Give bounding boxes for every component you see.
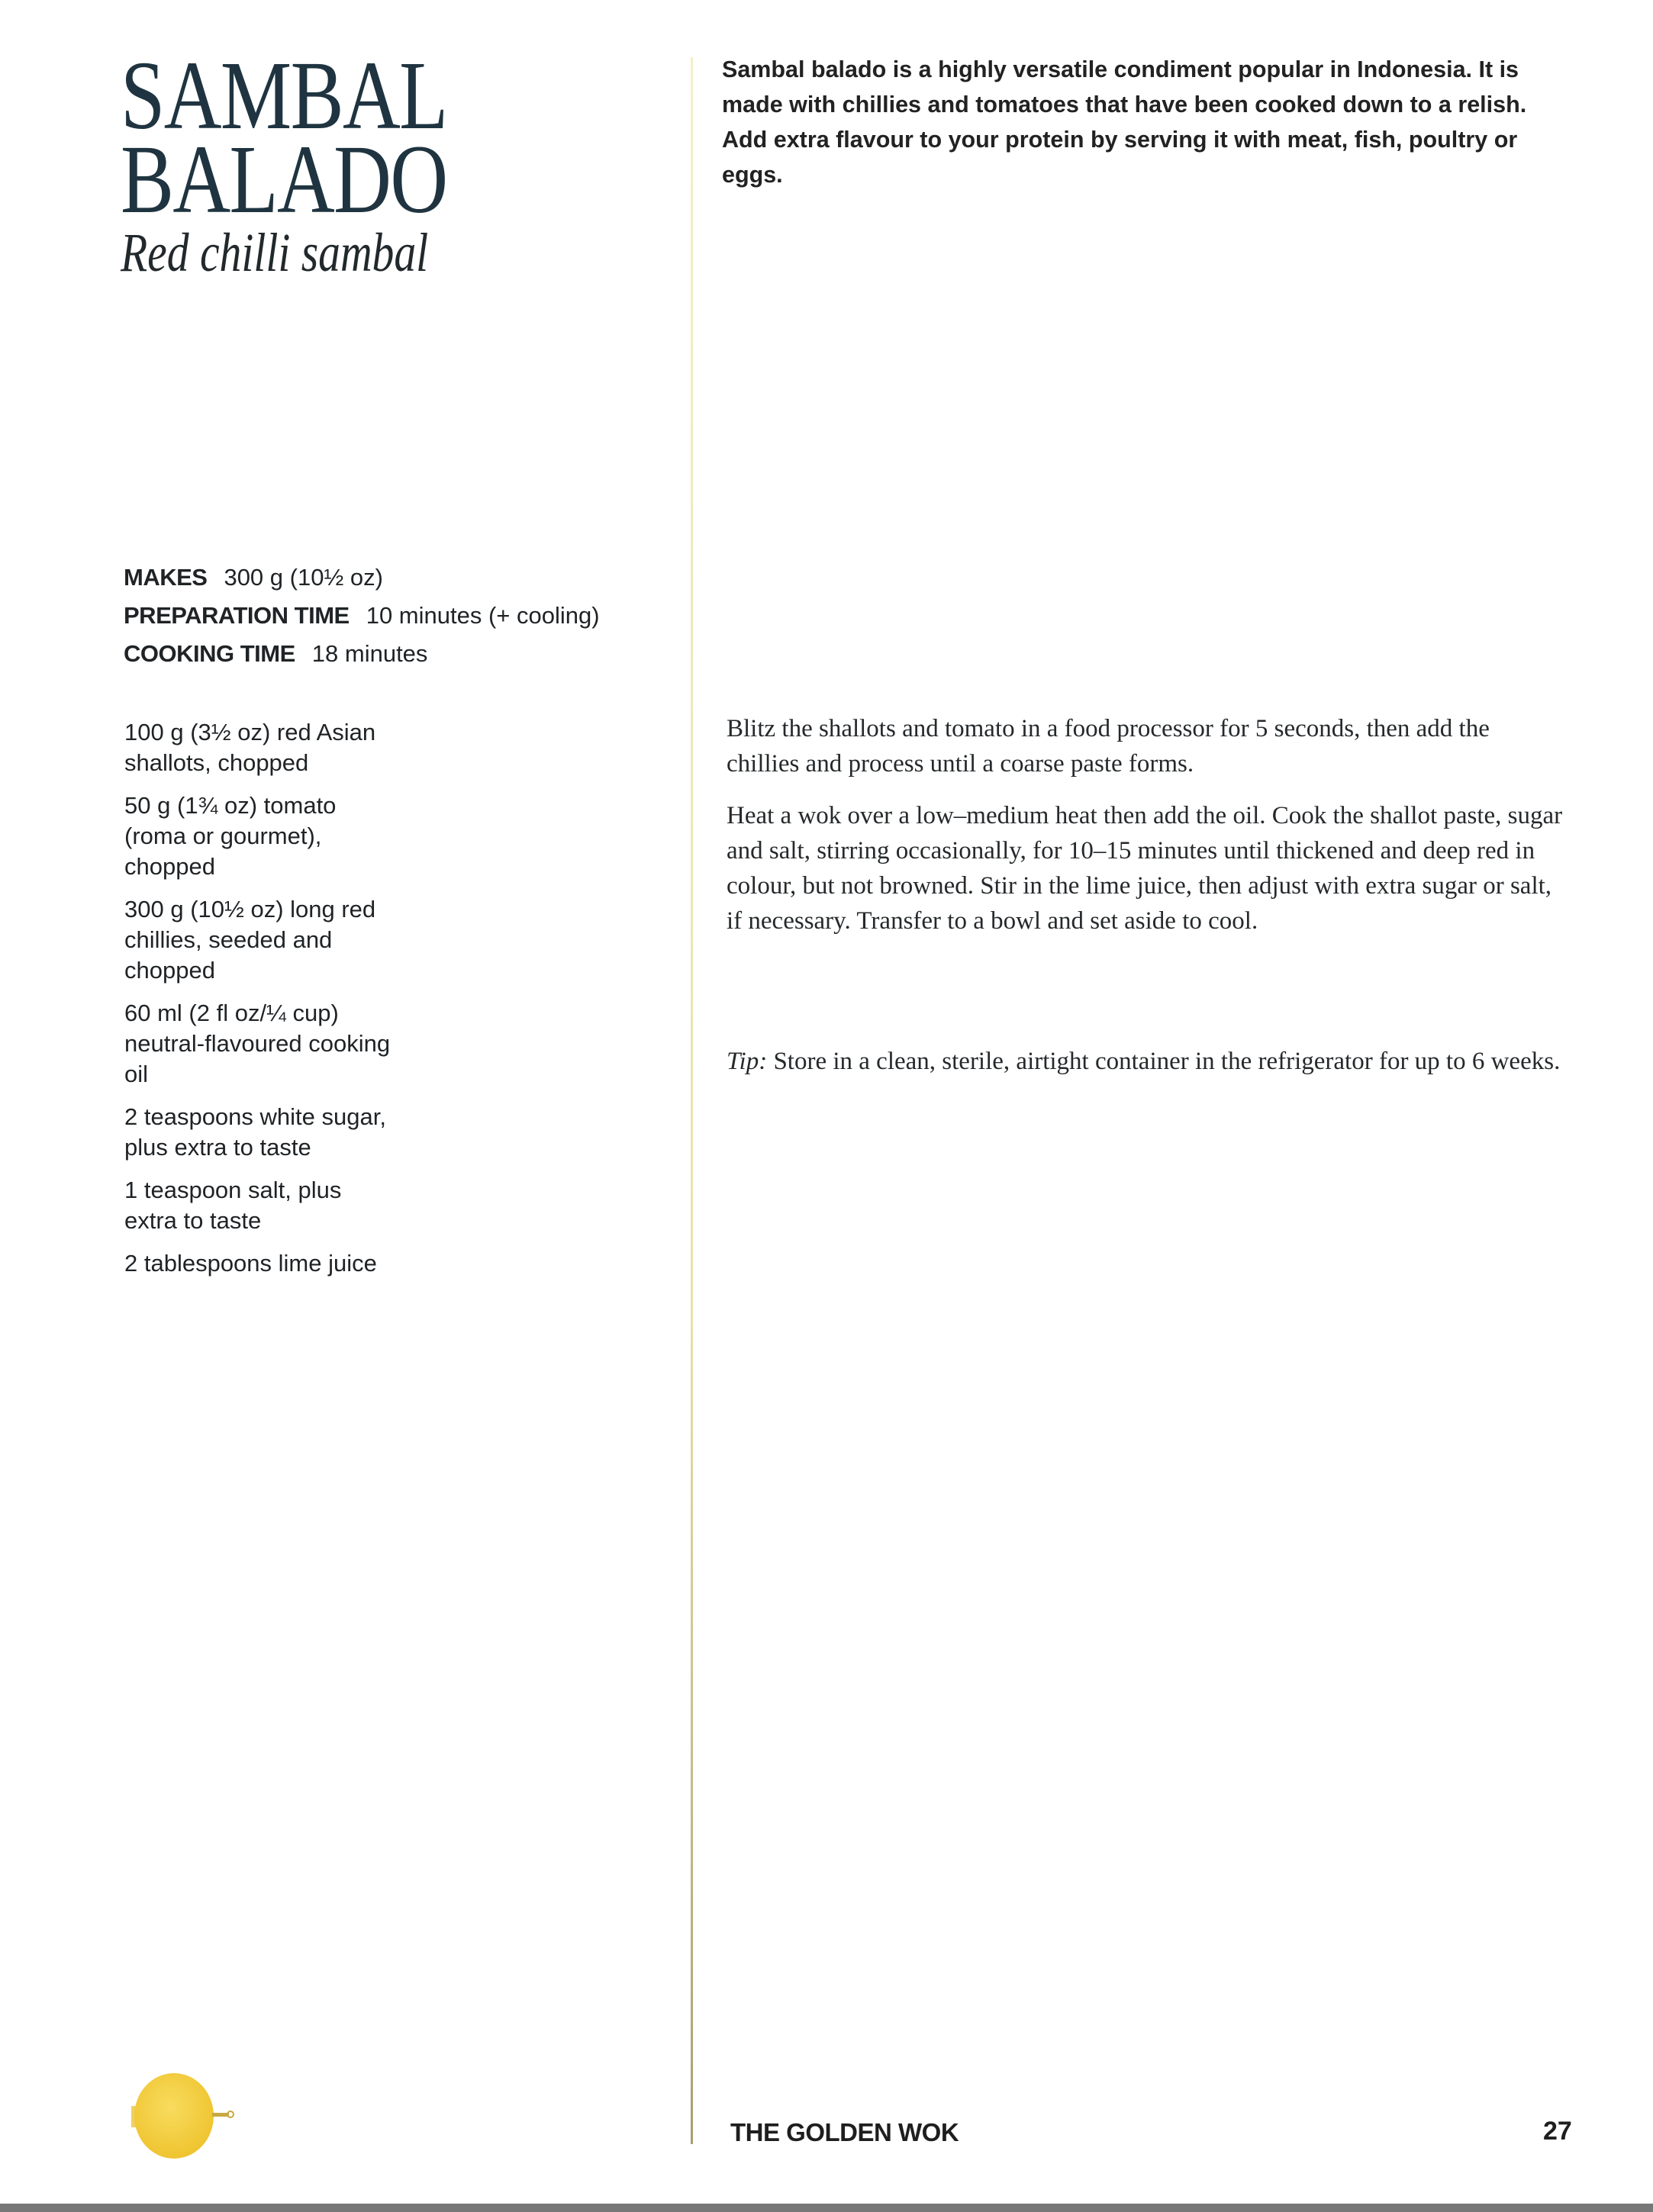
- method-step: Blitz the shallots and tomato in a food processor for 5 seconds, then add the chillies and process until a coarse paste forms.: [727, 715, 1490, 778]
- meta-prep-time: [124, 597, 600, 635]
- method-step: Heat a wok over a low–medium heat then add the oil. Cook the shallot paste, sugar and salt, stirring occasionally, for 10–15 minutes until thickened and deep red in colour, but not browned. Stir in the lime juice, then adjust with extra sugar or salt, if necessary. Transfer to a bowl and set aside to cool.: [727, 802, 1563, 935]
- recipe-subtitle: Red chilli sambal: [121, 222, 429, 283]
- method-steps: [727, 711, 1566, 955]
- title-line-2: BALADO: [121, 125, 447, 233]
- ingredient-item: 2 teaspoons white sugar, plus extra to taste: [124, 1103, 386, 1161]
- meta-label: PREPARATION TIME: [124, 602, 350, 629]
- title-line-1: SAMBAL: [121, 41, 447, 150]
- meta-value: 300 g (10½ oz): [224, 564, 383, 591]
- ingredient-item: 1 teaspoon salt, plus extra to taste: [124, 1177, 342, 1234]
- recipe-meta: [124, 559, 600, 673]
- tip-text: Store in a clean, sterile, airtight container in the refrigerator for up to 6 weeks.: [773, 1048, 1561, 1075]
- ingredient-item: 300 g (10½ oz) long red chillies, seeded and chopped: [124, 896, 376, 984]
- meta-label: COOKING TIME: [124, 640, 295, 667]
- recipe-tip: [727, 1044, 1566, 1079]
- footer-book-title: THE GOLDEN WOK: [730, 2118, 959, 2146]
- meta-value: 10 minutes (+ cooling): [366, 602, 600, 629]
- golden-wok-icon: [128, 2069, 235, 2162]
- ingredients-list: [124, 717, 399, 1291]
- scan-edge: [0, 2204, 1653, 2212]
- recipe-title: [121, 41, 447, 233]
- ingredient-item: 2 tablespoons lime juice: [124, 1250, 377, 1277]
- tip-label: Tip:: [727, 1048, 768, 1075]
- meta-value: 18 minutes: [311, 640, 428, 667]
- meta-label: MAKES: [124, 564, 208, 591]
- ingredient-item: 50 g (1¾ oz) tomato (roma or gourmet), chopped: [124, 792, 337, 880]
- meta-makes: [124, 559, 600, 597]
- meta-cooking-time: [124, 635, 600, 673]
- column-divider: [691, 57, 693, 2144]
- ingredient-item: 100 g (3½ oz) red Asian shallots, chopped: [124, 719, 376, 776]
- page-number: 27: [1543, 2117, 1572, 2146]
- recipe-intro: Sambal balado is a highly versatile condiment popular in Indonesia. It is made with chillies and tomatoes that have been cooked down to a relish. Add extra flavour to your protein by serving it with meat, fish, poultry or eggs.: [722, 56, 1527, 188]
- ingredient-item: 60 ml (2 fl oz/¼ cup) neutral-flavoured cooking oil: [124, 1000, 391, 1087]
